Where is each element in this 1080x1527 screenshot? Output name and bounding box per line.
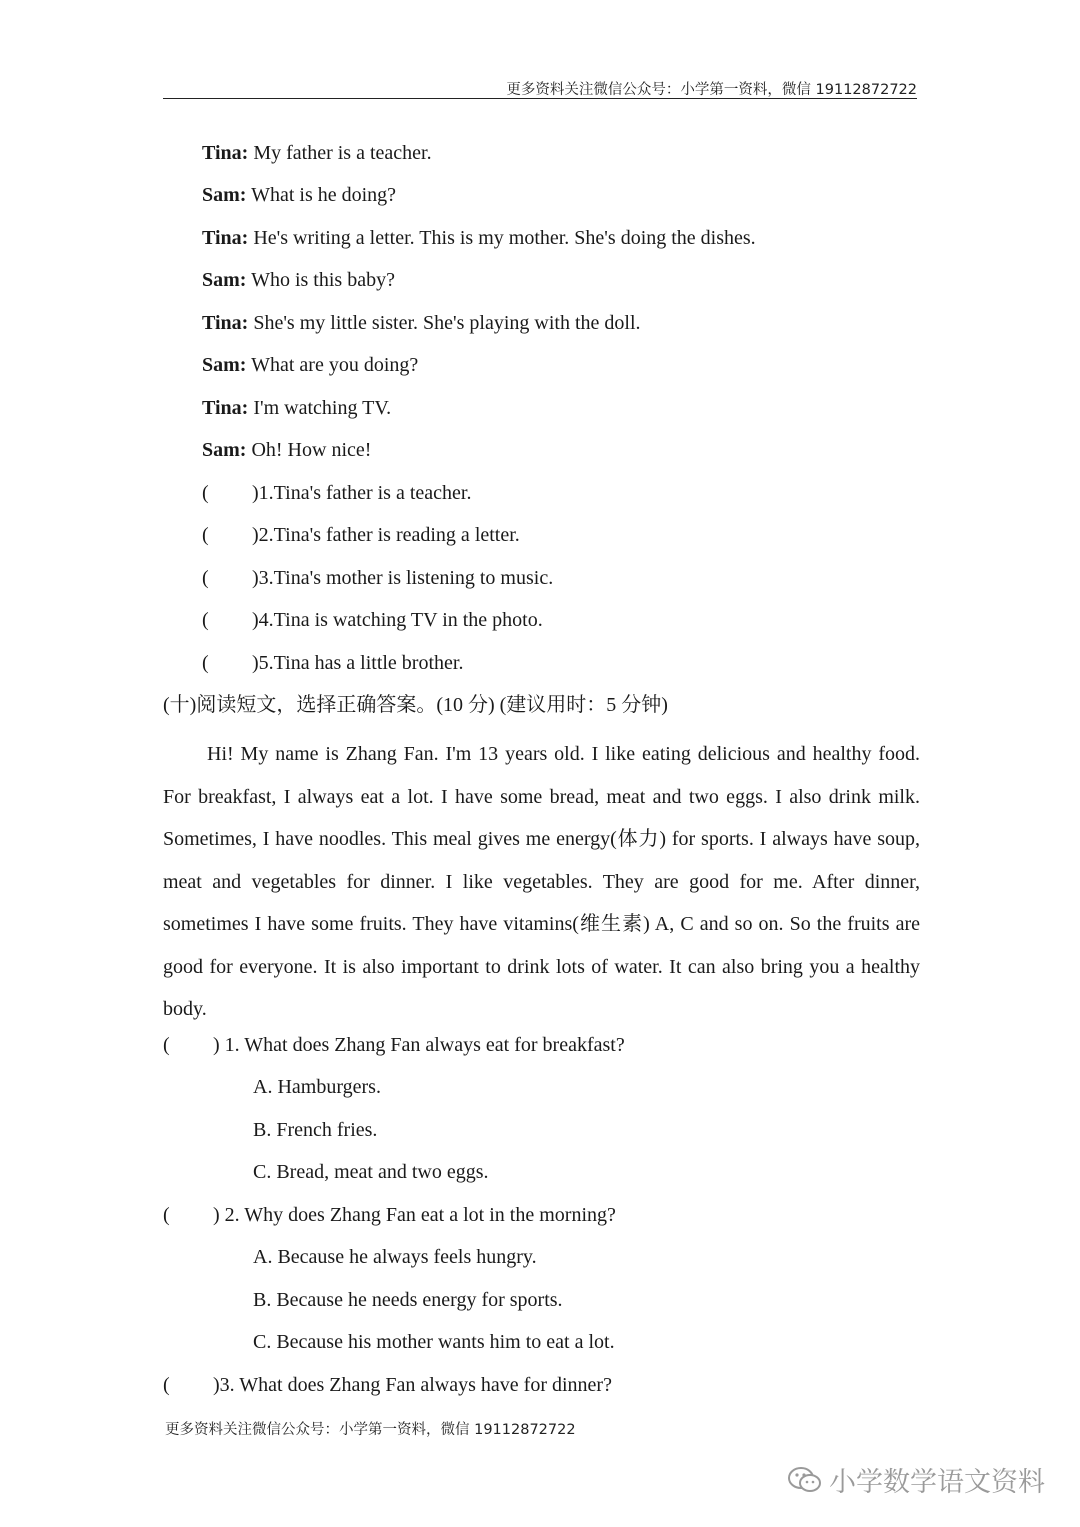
- watermark: [787, 1460, 1045, 1499]
- dialogue-text: She's my little sister. She's playing with the doll.: [248, 312, 641, 334]
- answer-blank[interactable]: (: [202, 567, 209, 589]
- speaker: Tina:: [202, 397, 249, 419]
- dialogue-text: Who is this baby?: [246, 269, 395, 291]
- question-text: ) 2. Why does Zhang Fan eat a lot in the morning?: [213, 1204, 616, 1226]
- page-header: [163, 76, 917, 99]
- answer-blank[interactable]: (: [163, 1374, 170, 1396]
- answer-blank[interactable]: (: [163, 1034, 170, 1056]
- watermark-text: 小学数学语文资料: [829, 1467, 1045, 1498]
- dialogue-text: I'm watching TV.: [248, 397, 392, 419]
- speaker: Tina:: [202, 142, 249, 164]
- tf-text: )5.Tina has a little brother.: [252, 652, 464, 674]
- tf-item: [202, 607, 543, 633]
- dialogue-line: [202, 225, 756, 251]
- question: [163, 1202, 616, 1228]
- option: B. French fries.: [253, 1119, 378, 1141]
- dialogue-line: [202, 395, 391, 421]
- dialogue-text: What are you doing?: [246, 354, 419, 376]
- speaker: Tina:: [202, 312, 249, 334]
- question-text: )3. What does Zhang Fan always have for dinner?: [213, 1374, 612, 1396]
- option: A. Because he always feels hungry.: [253, 1246, 537, 1268]
- wechat-icon: [787, 1466, 823, 1494]
- speaker: Sam:: [202, 184, 247, 206]
- tf-item: [202, 522, 520, 548]
- speaker: Sam:: [202, 439, 247, 461]
- answer-blank[interactable]: (: [202, 482, 209, 504]
- answer-blank[interactable]: (: [163, 1204, 170, 1226]
- speaker: Sam:: [202, 269, 247, 291]
- dialogue-text: What is he doing?: [246, 184, 397, 206]
- question-text: ) 1. What does Zhang Fan always eat for breakfast?: [213, 1034, 625, 1056]
- question: [163, 1032, 625, 1058]
- dialogue-line: [202, 267, 395, 293]
- tf-item: [202, 650, 463, 676]
- tf-text: )2.Tina's father is reading a letter.: [252, 524, 520, 546]
- option: B. Because he needs energy for sports.: [253, 1289, 563, 1311]
- speaker: Sam:: [202, 354, 247, 376]
- question: [163, 1372, 612, 1398]
- answer-blank[interactable]: (: [202, 652, 209, 674]
- dialogue-text: He's writing a letter. This is my mother. She's doing the dishes.: [248, 227, 756, 249]
- dialogue-line: [202, 352, 418, 378]
- header-text: 更多资料关注微信公众号：小学第一资料，微信 19112872722: [506, 82, 917, 98]
- page-footer: 更多资料关注微信公众号：小学第一资料，微信 19112872722: [165, 1422, 576, 1438]
- tf-item: [202, 565, 553, 591]
- dialogue-line: [202, 182, 396, 208]
- option: A. Hamburgers.: [253, 1076, 381, 1098]
- section-title: (十)阅读短文，选择正确答案。(10 分) (建议用时：5 分钟): [163, 694, 668, 716]
- answer-blank[interactable]: (: [202, 524, 209, 546]
- dialogue-text: Oh! How nice!: [246, 439, 372, 461]
- answer-blank[interactable]: (: [202, 609, 209, 631]
- tf-item: [202, 480, 471, 506]
- tf-text: )1.Tina's father is a teacher.: [252, 482, 472, 504]
- dialogue-line: [202, 140, 432, 166]
- option: C. Because his mother wants him to eat a lot.: [253, 1331, 615, 1353]
- option: C. Bread, meat and two eggs.: [253, 1161, 489, 1183]
- tf-text: )3.Tina's mother is listening to music.: [252, 567, 554, 589]
- reading-passage: Hi! My name is Zhang Fan. I'm 13 years old. I like eating delicious and healthy food. For breakfast, I always eat a lot. I have some bread, meat and two eggs. I also drink milk. Sometimes, I have noodles. This meal gives me energy(体力) for sports. I always have soup, meat and vegetables for dinner. I like vegetables. They are good for me. After dinner, sometimes I have some fruits. They have vitamins(维生素) A, C and so on. So the fruits are good for everyone. It is also important to drink lots of water. It can also bring you a healthy body.: [163, 743, 920, 1020]
- tf-text: )4.Tina is watching TV in the photo.: [252, 609, 543, 631]
- dialogue-line: [202, 437, 371, 463]
- dialogue-text: My father is a teacher.: [248, 142, 432, 164]
- speaker: Tina:: [202, 227, 249, 249]
- dialogue-line: [202, 310, 641, 336]
